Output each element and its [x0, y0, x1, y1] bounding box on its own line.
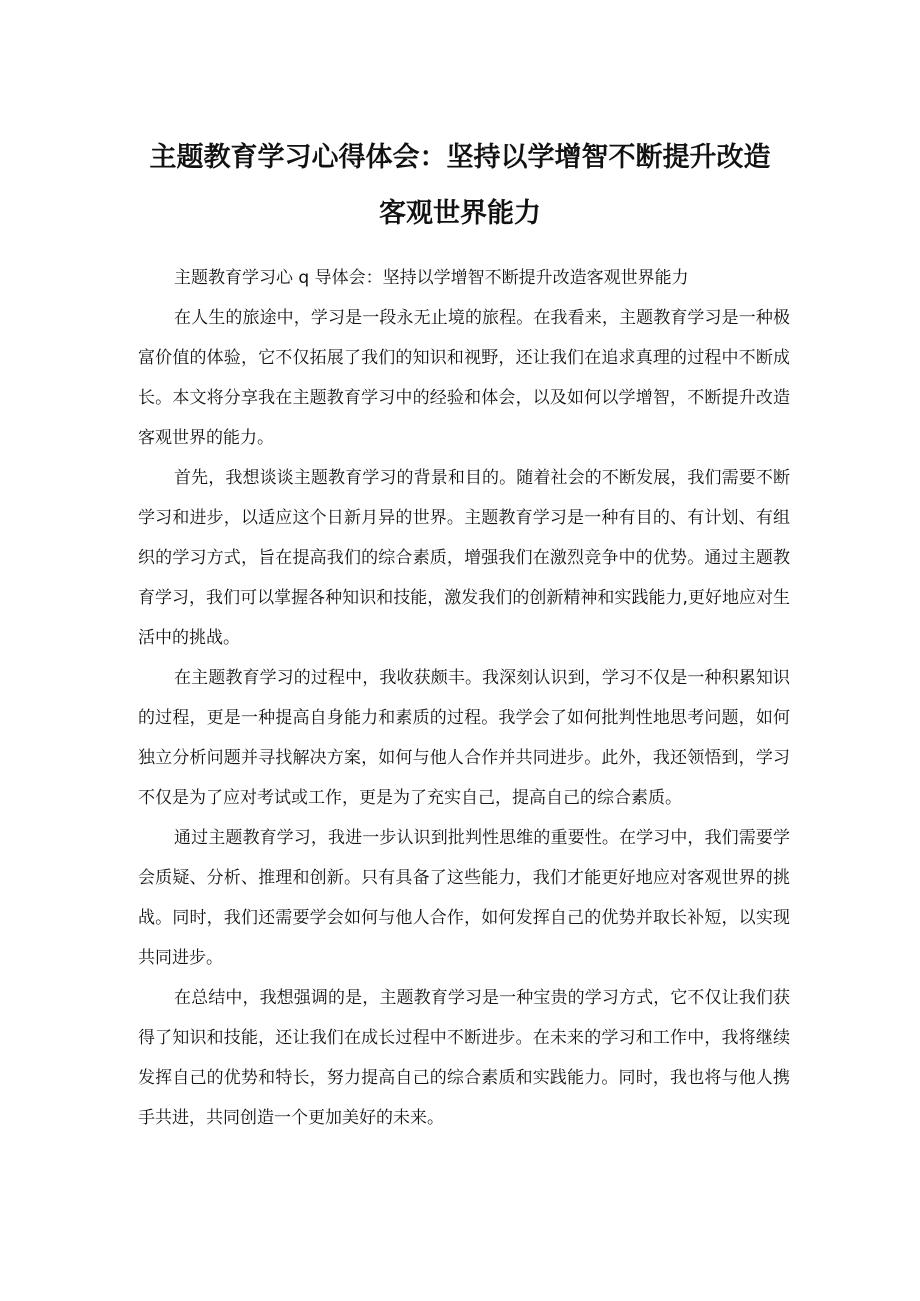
- paragraph-2: 首先，我想谈谈主题教育学习的背景和目的。随着社会的不断发展，我们需要不断学习和进步，以适应这个日新月异的世界。主题教育学习是一种有目的、有计划、有组织的学习方式，旨在提高我们的综合素质，增强我们在激烈竞争中的优势。通过主题教育学习，我们可以掌握各种知识和技能，激发我们的创新精神和实践能力,更好地应对生活中的挑战。: [138, 468, 790, 648]
- document-body: [138, 258, 790, 1138]
- paragraph-3: 在主题教育学习的过程中，我收获颇丰。我深刻认识到，学习不仅是一种积累知识的过程，更是一种提高自身能力和素质的过程。我学会了如何批判性地思考问题，如何独立分析问题并寻找解决方案，如何与他人合作并共同进步。此外，我还领悟到，学习不仅是为了应对考试或工作，更是为了充实自己，提高自己的综合素质。: [138, 668, 790, 808]
- paragraph-5: 在总结中，我想强调的是，主题教育学习是一种宝贵的学习方式，它不仅让我们获得了知识和技能，还让我们在成长过程中不断进步。在未来的学习和工作中，我将继续发挥自己的优势和特长，努力提高自己的综合素质和实践能力。同时，我也将与他人携手共进，共同创造一个更加美好的未来。: [138, 988, 790, 1128]
- document-title-line-2: 客观世界能力: [379, 198, 541, 229]
- document-subtitle: 主题教育学习心 q 导体会：坚持以学增智不断提升改造客观世界能力: [174, 268, 689, 288]
- paragraph-1: 在人生的旅途中，学习是一段永无止境的旅程。在我看来，主题教育学习是一种极富价值的体验，它不仅拓展了我们的知识和视野，还让我们在追求真理的过程中不断成长。本文将分享我在主题教育学习中的经验和体会，以及如何以学增智，不断提升改造客观世界的能力。: [138, 308, 790, 448]
- paragraph-4: 通过主题教育学习，我进一步认识到批判性思维的重要性。在学习中，我们需要学会质疑、分析、推理和创新。只有具备了这些能力，我们才能更好地应对客观世界的挑战。同时，我们还需要学会如何与他人合作，如何发挥自己的优势并取长补短，以实现共同进步。: [138, 828, 790, 968]
- document-title-line-1: 主题教育学习心得体会：坚持以学增智不断提升改造: [149, 142, 771, 173]
